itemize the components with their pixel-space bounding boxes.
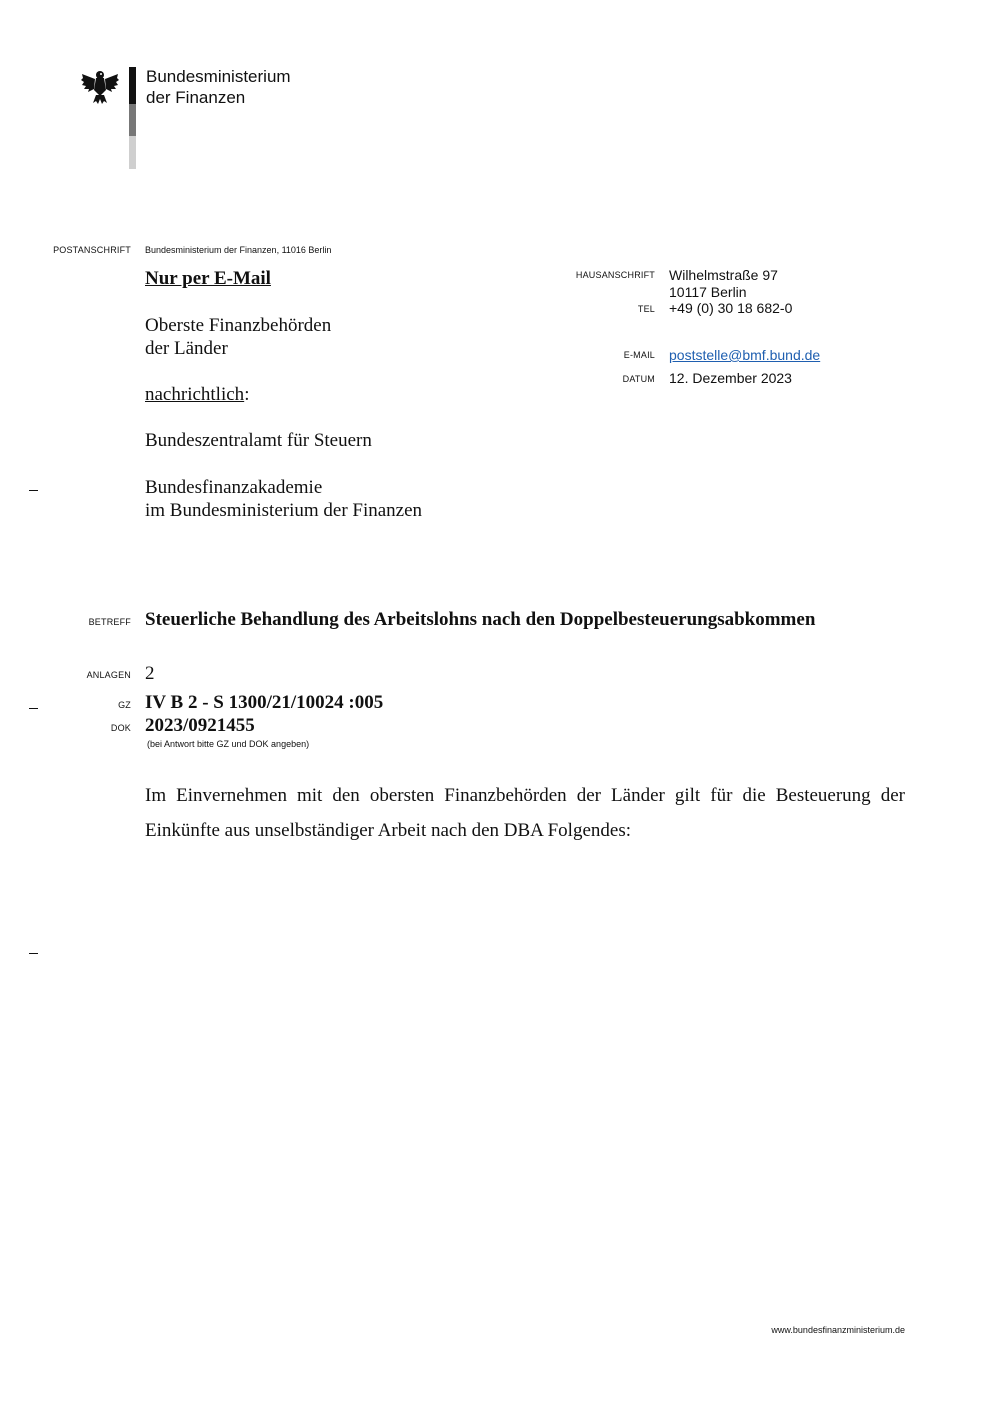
- datum-value: 12. Dezember 2023: [669, 370, 792, 386]
- logo-bar-gray: [129, 104, 136, 136]
- fold-mark-1: [29, 490, 38, 491]
- nachrichtlich-colon: :: [244, 384, 250, 405]
- gz-label: GZ: [118, 700, 131, 710]
- nachrichtlich-label: [145, 383, 249, 406]
- hausanschrift-city: 10117 Berlin: [669, 284, 747, 300]
- dok-value: 2023/0921455: [145, 715, 255, 736]
- email-link[interactable]: poststelle@bmf.bund.de: [669, 347, 821, 363]
- logo-line-2: der Finanzen: [146, 88, 246, 107]
- body-line-2: Einkünfte aus unselbständiger Arbeit nach den DBA Folgendes:: [145, 820, 631, 841]
- hausanschrift-label: HAUSANSCHRIFT: [575, 270, 655, 280]
- anlagen-label: ANLAGEN: [86, 670, 131, 680]
- betreff-label: BETREFF: [88, 617, 131, 627]
- logo-line-1: Bundesministerium: [146, 67, 291, 86]
- nachrichtlich-text: nachrichtlich: [145, 384, 245, 405]
- footer-url: www.bundesfinanzministerium.de: [771, 1325, 905, 1335]
- dok-note: (bei Antwort bitte GZ und DOK angeben): [147, 739, 310, 749]
- tel-label: TEL: [637, 304, 655, 314]
- dok-label: DOK: [110, 723, 131, 733]
- body-line-1: Im Einvernehmen mit den obersten Finanzbehörden der Länder gilt für die Besteuerung der: [145, 785, 905, 806]
- datum-label: DATUM: [622, 374, 655, 384]
- fold-mark-3: [29, 953, 38, 954]
- postanschrift-label: POSTANSCHRIFT: [53, 245, 131, 255]
- anlagen-value: 2: [145, 663, 155, 684]
- email-label: E-MAIL: [623, 350, 655, 360]
- logo-bar-lightgray: [129, 136, 136, 169]
- gz-value: IV B 2 - S 1300/21/10024 :005: [145, 692, 384, 713]
- tel-value: +49 (0) 30 18 682-0: [669, 300, 793, 316]
- logo-bar-black: [129, 67, 136, 104]
- recipient-bfa-line-1: Bundesfinanzakademie: [145, 477, 323, 498]
- hausanschrift-street: Wilhelmstraße 97: [669, 267, 778, 283]
- federal-eagle-icon: [80, 66, 120, 106]
- logo-text: [146, 66, 291, 108]
- postanschrift-value: Bundesministerium der Finanzen, 11016 Berlin: [145, 245, 332, 255]
- recipient-line-1: Oberste Finanzbehörden: [145, 315, 332, 336]
- recipient-line-2: der Länder: [145, 338, 228, 359]
- betreff-value: Steuerliche Behandlung des Arbeitslohns nach den Doppelbesteuerungsabkommen: [145, 609, 816, 630]
- delivery-method: Nur per E-Mail: [145, 268, 271, 289]
- recipient-bzst: Bundeszentralamt für Steuern: [145, 430, 372, 451]
- recipient-bfa-line-2: im Bundesministerium der Finanzen: [145, 500, 423, 521]
